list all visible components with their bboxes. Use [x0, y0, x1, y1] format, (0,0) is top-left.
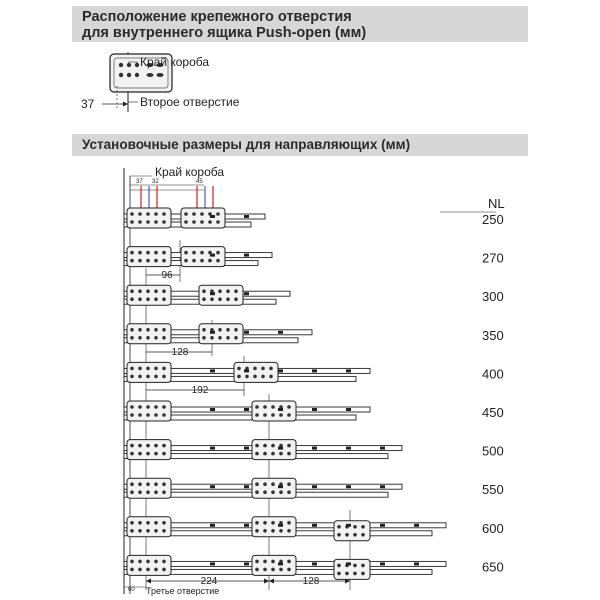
front-offset: 60 [128, 587, 135, 593]
rear-bracket [334, 559, 370, 579]
middle-bracket [181, 247, 225, 267]
middle-bracket [252, 517, 296, 537]
middle-bracket [199, 285, 243, 305]
rear-bracket [334, 521, 370, 541]
dim-96: 96 [161, 270, 173, 281]
front-bracket [127, 247, 171, 267]
slide-row-550 [124, 478, 504, 498]
middle-bracket [252, 401, 296, 421]
middle-bracket [252, 555, 296, 575]
nl-value-500: 500 [482, 443, 504, 459]
slide-row-500 [124, 440, 504, 460]
dim-128-a: 128 [171, 347, 189, 358]
front-bracket [127, 478, 171, 498]
slide-row-300 [124, 285, 504, 305]
nl-value-600: 600 [482, 520, 504, 536]
dim-224: 224 [200, 576, 218, 587]
slide-row-400 [124, 362, 504, 382]
dim-192: 192 [191, 385, 209, 396]
middle-bracket [199, 324, 243, 344]
nl-value-550: 550 [482, 482, 504, 498]
hole-markers [141, 186, 213, 208]
middle-bracket [252, 478, 296, 498]
nl-value-450: 450 [482, 405, 504, 420]
section2-title: Установочные размеры для направляющих (мм) [82, 137, 411, 152]
front-bracket [127, 440, 171, 460]
nl-header: NL [488, 196, 505, 211]
middle-bracket [234, 362, 278, 382]
front-bracket [127, 555, 171, 575]
offset-value: 37 [81, 97, 95, 111]
mounting-hole-detail [81, 52, 240, 112]
nl-value-400: 400 [482, 366, 504, 382]
slide-row-270 [124, 247, 504, 267]
slide-row-450 [124, 401, 504, 421]
front-bracket [127, 362, 171, 382]
box-edge-label: Край короба [140, 55, 210, 69]
front-bracket [127, 401, 171, 421]
nl-value-350: 350 [482, 327, 504, 343]
slide-rows [124, 208, 504, 579]
second-hole-label: Второе отверстие [140, 95, 240, 109]
dim-128-b: 128 [302, 576, 320, 587]
small-dim-32: 32 [152, 179, 159, 185]
slide-row-350 [124, 324, 504, 344]
small-dim-45: 45 [196, 179, 203, 185]
front-bracket [127, 208, 171, 228]
middle-bracket [252, 440, 296, 460]
box-edge-label-2: Край короба [155, 165, 225, 179]
front-bracket [127, 285, 171, 305]
front-bracket [127, 324, 171, 344]
nl-value-300: 300 [482, 289, 504, 305]
small-dim-37: 37 [136, 179, 143, 185]
section1-title-line1: Расположение крепежного отверстия [82, 9, 352, 25]
slide-row-250 [124, 208, 504, 228]
front-bracket [127, 517, 171, 537]
nl-value-250: 250 [482, 212, 504, 227]
section1-title-line2: для внутреннего ящика Push-open (мм) [82, 25, 367, 41]
third-hole-label: Третье отверстие [146, 586, 220, 596]
middle-bracket [181, 208, 225, 228]
slide-row-600 [124, 517, 504, 541]
nl-value-650: 650 [482, 559, 504, 575]
nl-value-270: 270 [482, 250, 504, 266]
